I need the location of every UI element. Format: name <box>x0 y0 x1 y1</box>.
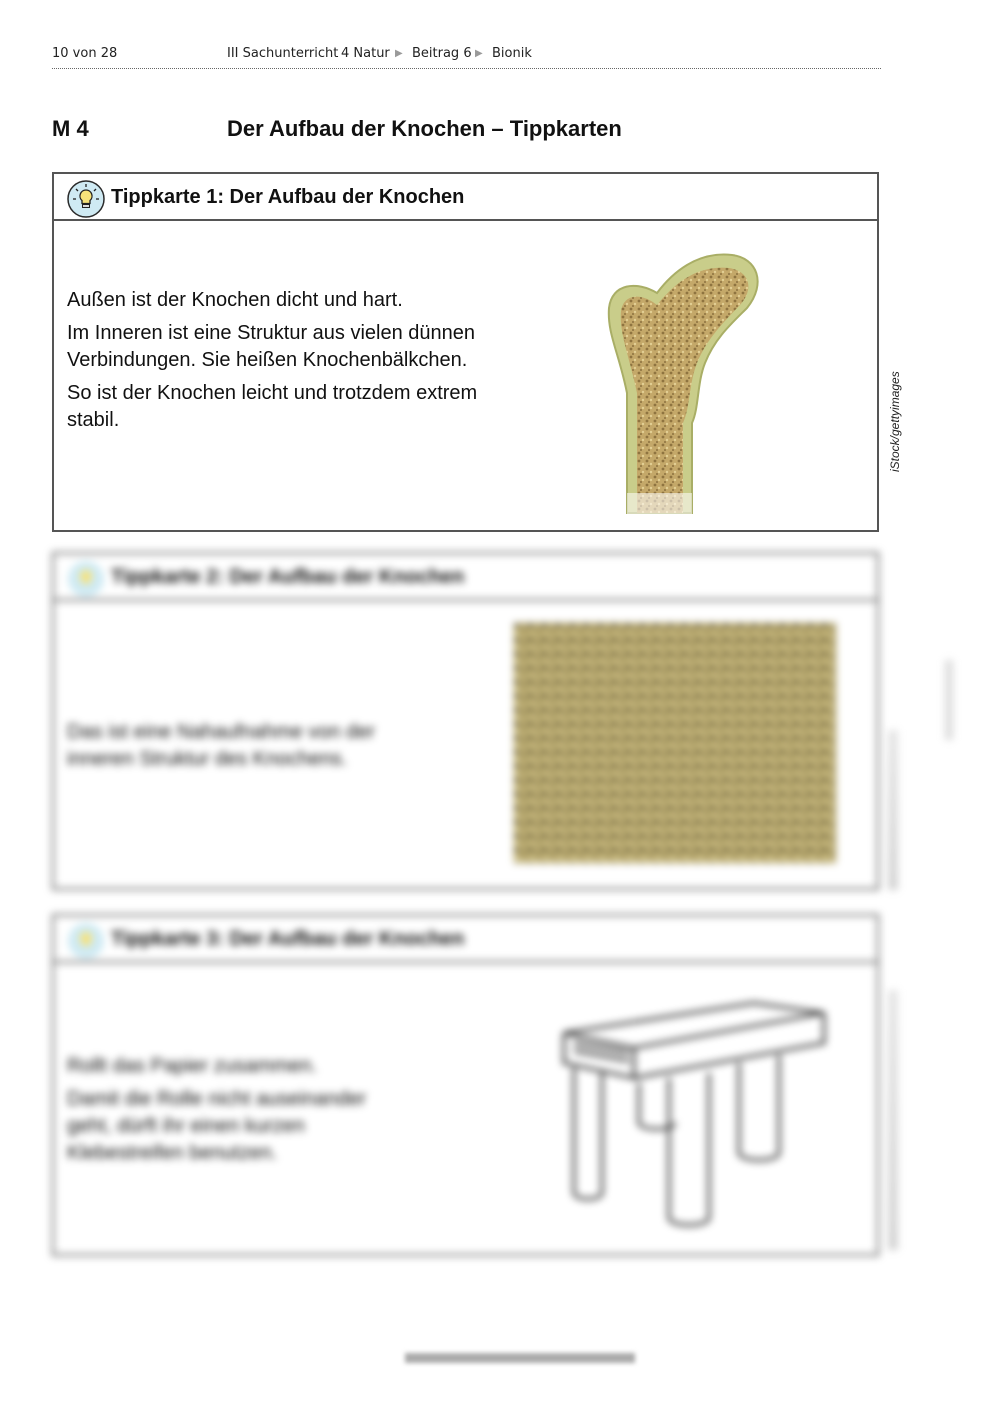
chevron-right-icon: ▶ <box>475 48 483 59</box>
card-title: Tippkarte 1: Der Aufbau der Knochen <box>111 186 465 208</box>
lightbulb-icon <box>67 922 105 960</box>
tip-card-1 <box>52 172 879 532</box>
blurred-credit-mark <box>888 730 898 890</box>
paragraph: So ist der Knochen leicht und trotzdem extrem stabil. <box>67 382 478 431</box>
lightbulb-icon <box>67 180 105 218</box>
card-header <box>54 916 877 963</box>
blurred-credit-mark <box>888 990 898 1250</box>
tip-card-3 <box>52 914 879 1256</box>
tip-card-2 <box>52 552 879 890</box>
lightbulb-icon <box>67 560 105 598</box>
material-label: M 4 <box>52 116 89 141</box>
chevron-right-icon: ▶ <box>395 48 403 59</box>
paragraph: Im Inneren ist eine Struktur aus vielen dünnen Verbindungen. Sie heißen Knochenbälkchen. <box>67 322 476 371</box>
card-header <box>54 554 877 601</box>
card-text <box>67 287 487 440</box>
page-header <box>52 44 881 69</box>
page-title: Der Aufbau der Knochen – Tippkarten <box>227 116 622 141</box>
paragraph: Damit die Rolle nicht auseinander geht, dürft ihr einen kurzen Klebestreifen benutzen. <box>67 1088 367 1164</box>
card-text <box>67 719 427 779</box>
paragraph: Außen ist der Knochen dicht und hart. <box>67 289 403 311</box>
page-number: 10 von 28 <box>52 46 118 61</box>
breadcrumb-unit: Bionik <box>492 46 532 61</box>
blurred-copyright-mark <box>945 660 953 740</box>
page-footer <box>0 1352 1000 1366</box>
breadcrumb-subject: III Sachunterricht <box>227 46 339 61</box>
paragraph: Rollt das Papier zusammen. <box>67 1055 318 1077</box>
bone-texture-image <box>514 623 836 863</box>
breadcrumb-topic: 4 Natur <box>341 46 390 61</box>
breadcrumb-article: Beitrag 6 <box>412 46 472 61</box>
card-text <box>67 1053 407 1173</box>
card-title: Tippkarte 2: Der Aufbau der Knochen <box>111 566 465 588</box>
paragraph: Das ist eine Nahaufnahme von der inneren Struktur des Knochens. <box>67 721 375 770</box>
paper-rolls-sketch-image <box>554 993 834 1233</box>
card-title: Tippkarte 3: Der Aufbau der Knochen <box>111 928 465 950</box>
card-header <box>54 174 877 221</box>
femur-cross-section-image <box>597 243 777 518</box>
photo-credit: iStock/gettyimages <box>888 371 902 472</box>
